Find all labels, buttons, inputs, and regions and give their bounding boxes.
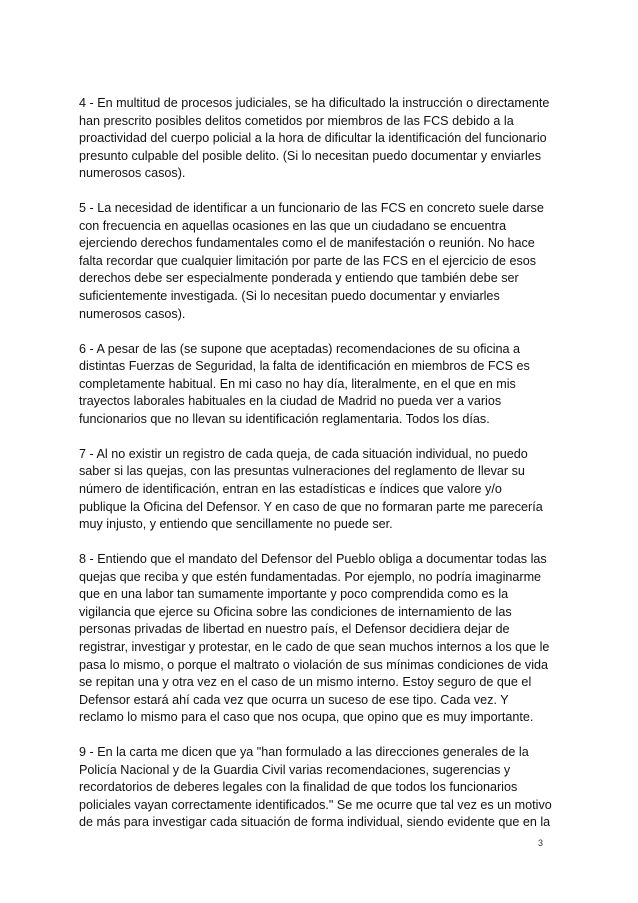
paragraph-8 bbox=[79, 551, 564, 726]
text-line: reclamo lo mismo para el caso que nos ocupa, que opino que es muy importante. bbox=[79, 710, 534, 725]
text-line: se repitan una y otra vez en el caso de un mismo interno. Estoy seguro de que el bbox=[79, 675, 532, 690]
text-line: que en una labor tan sumamente importante y poco comprendida como es la bbox=[79, 587, 509, 602]
text-line: han prescrito posibles delitos cometidos por miembros de las FCS debido a la bbox=[79, 113, 514, 128]
text-line: 4 - En multitud de procesos judiciales, se ha dificultado la instrucción o directamente bbox=[79, 96, 550, 110]
text-line: derechos debe ser especialmente ponderada y entiendo que también debe ser bbox=[79, 271, 519, 286]
text-line: registrar, investigar y protestar, en le cado de que sean muchos internos a los que le bbox=[79, 639, 550, 654]
text-line: 6 - A pesar de las (se supone que aceptadas) recomendaciones de su oficina a bbox=[79, 341, 521, 356]
text-line: ejerciendo derechos fundamentales como el de manifestación o reunión. No hace bbox=[79, 236, 535, 251]
text-line: de más para investigar cada situación de forma individual, siendo evidente que en la bbox=[79, 815, 551, 830]
text-line: 7 - Al no existir un registro de cada queja, de cada situación individual, no puedo bbox=[79, 446, 528, 461]
text-line: personas privadas de libertad en nuestro país, el Defensor decidiera dejar de bbox=[79, 622, 510, 637]
text-line: policiales vayan correctamente identificados." Se me ocurre que tal vez es un motivo bbox=[79, 797, 552, 812]
text-line: 5 - La necesidad de identificar a un funcionario de las FCS en concreto suele darse bbox=[79, 201, 544, 216]
page-number: 3 bbox=[538, 838, 544, 848]
text-line: recordatorios de deberes legales con la finalidad de que todos los funcionarios bbox=[79, 780, 518, 795]
text-line: falta recordar que cualquier limitación por parte de las FCS en el ejercicio de esos bbox=[79, 253, 537, 268]
text-line: Policía Nacional y de la Guardia Civil varias recomendaciones, sugerencias y bbox=[79, 762, 511, 777]
paragraph-5 bbox=[79, 200, 564, 323]
paragraph-4 bbox=[79, 95, 564, 183]
text-line: numerosos casos). bbox=[79, 166, 186, 181]
document-body bbox=[79, 95, 564, 850]
text-line: vigilancia que ejerce su Oficina sobre las condiciones de internamiento de las bbox=[79, 604, 512, 619]
text-line: completamente habitual. En mi caso no hay día, literalmente, en el que en mis bbox=[79, 376, 516, 391]
text-line: 8 - Entiendo que el mandato del Defensor del Pueblo obliga a documentar todas las bbox=[79, 552, 547, 567]
paragraph-7 bbox=[79, 446, 564, 534]
text-line: presunto culpable del posible delito. (Si lo necesitan puedo documentar y enviarles bbox=[79, 148, 542, 163]
text-line: 9 - En la carta me dicen que ya "han formulado a las direcciones generales de la bbox=[79, 745, 529, 760]
text-line: numerosos casos). bbox=[79, 306, 186, 321]
text-line: Defensor estará ahí cada vez que ocurra un suceso de ese tipo. Cada vez. Y bbox=[79, 692, 509, 707]
text-line: muy injusto, y entiendo que sencillamente no puede ser. bbox=[79, 517, 393, 532]
paragraph-6 bbox=[79, 341, 564, 429]
text-line: proactividad del cuerpo policial a la hora de dificultar la identificación del funcionario bbox=[79, 131, 547, 146]
text-line: pasa lo mismo, o porque el maltrato o violación de sus mínimas condiciones de vida bbox=[79, 657, 549, 672]
text-line: quejas que reciba y que estén fundamentadas. Por ejemplo, no podría imaginarme bbox=[79, 569, 542, 584]
text-line: funcionarios que no llevan su identificación reglamentaria. Todos los días. bbox=[79, 411, 490, 426]
text-line: con frecuencia en aquellas ocasiones en las que un ciudadano se encuentra bbox=[79, 218, 507, 233]
text-line: número de identificación, entran en las estadísticas e índices que valore y/o bbox=[79, 482, 502, 497]
paragraph-9 bbox=[79, 744, 564, 832]
text-line: suficientemente investigada. (Si lo necesitan puedo documentar y enviarles bbox=[79, 289, 500, 304]
text-line: publique la Oficina del Defensor. Y en caso de que no formaran parte me parecería bbox=[79, 499, 543, 514]
text-line: trayectos laborales habituales en la ciudad de Madrid no pueda ver a varios bbox=[79, 394, 502, 409]
text-line: distintas Fuerzas de Seguridad, la falta de identificación en miembros de FCS es bbox=[79, 359, 530, 374]
text-line: saber si las quejas, con las presuntas vulneraciones del reglamento de llevar su bbox=[79, 464, 525, 479]
